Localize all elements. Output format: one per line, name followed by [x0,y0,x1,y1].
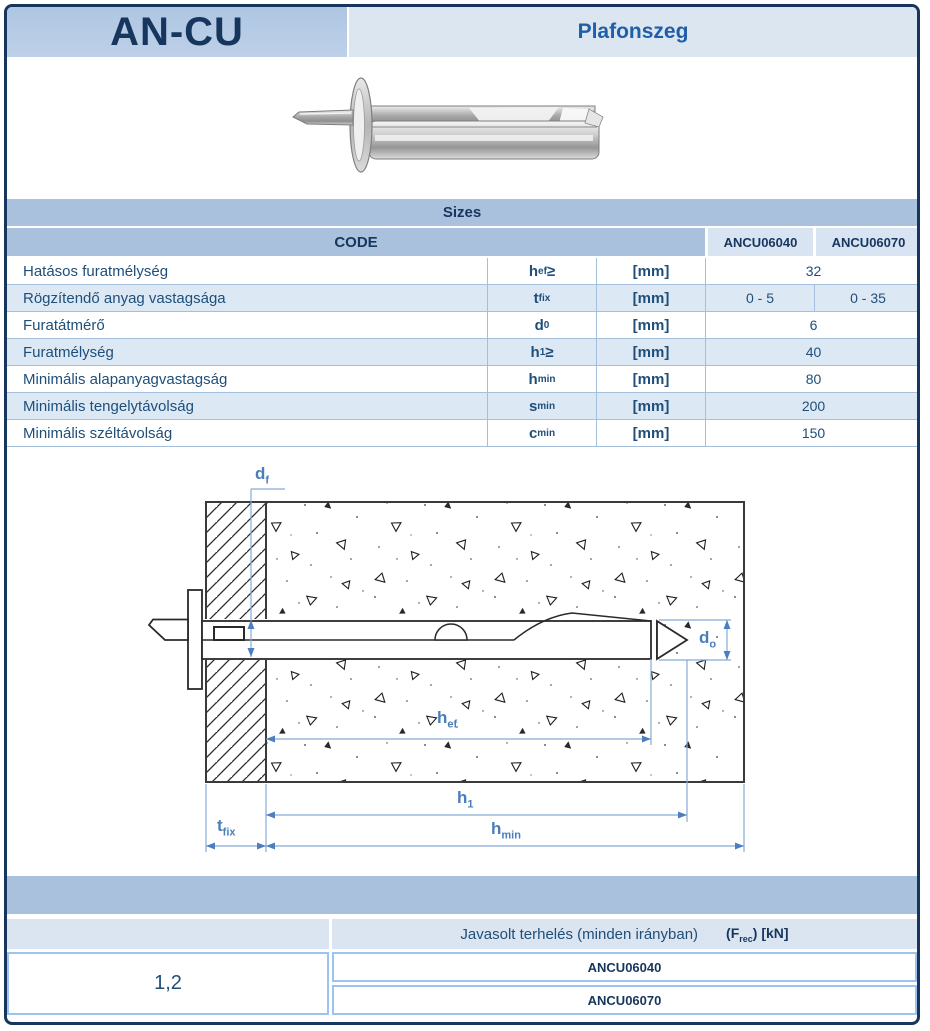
row-label: Furatmélység [23,343,114,361]
row-value: 80 [705,366,920,392]
table-row-tfix [7,285,917,312]
row-label: Rögzítendő anyag vastagsága [23,289,226,307]
table-row-d0 [7,312,917,339]
load-row-code-ancu06040: ANCU06040 [332,952,917,982]
anchor-clip [214,627,244,640]
code-header-label: CODE [334,233,378,251]
row-unit: [mm] [596,339,705,365]
product-name: Plafonszeg [577,20,689,43]
row-value: 200 [705,393,920,419]
column-header-ancu06070: ANCU06070 [813,228,920,256]
row-value: 6 [705,312,920,338]
dim-label-df: $d_f$ [255,464,270,487]
table-row-hmin [7,366,917,393]
row-unit: [mm] [596,312,705,338]
row-symbol: s min [487,393,596,419]
row-value: 150 [705,420,920,446]
dim-label-tfix: $t_{fix}$ [217,816,236,839]
header [7,7,917,57]
product-photo-area [7,57,917,197]
row-value-1: 0 - 5 [705,285,814,311]
row-symbol: h min [487,366,596,392]
sizes-table-body [7,258,917,447]
load-value: 1,2 [7,952,329,1015]
row-value: 32 [705,258,920,284]
row-label: Furatátmérő [23,316,105,334]
row-unit: [mm] [596,258,705,284]
sizes-section-header [7,197,917,228]
dim-label-hmin: $h_{min}$ [491,819,521,842]
load-table-header [332,919,917,949]
row-symbol: c min [487,420,596,446]
load-force-symbol: $(F_{rec})$ [kN] [726,924,789,944]
load-title: Javasolt terhelés (minden irányban) [460,925,699,943]
row-unit: [mm] [596,393,705,419]
dim-label-hef: $h_{ef}$ [437,708,458,731]
product-code-box [7,7,347,57]
row-symbol: d 0 [487,312,596,338]
anchor-head-plate [188,590,202,689]
load-table [7,919,917,1015]
product-code: AN-CU [110,9,244,54]
load-row-code-ancu06070: ANCU06070 [332,985,917,1015]
anchor-head-pin [149,620,188,641]
row-label: Minimális széltávolság [23,424,173,442]
code-header-row [7,228,917,258]
table-row-cmin [7,420,917,447]
row-label: Hatásos furatmélység [23,262,169,280]
row-symbol: t fix [487,285,596,311]
product-photo [7,57,920,197]
row-label: Minimális tengelytávolság [23,397,194,415]
table-row-h1 [7,339,917,366]
dim-label-h1: $h_1$ [457,788,474,811]
table-row-hef [7,258,917,285]
row-value: 40 [705,339,920,365]
column-header-ancu06040: ANCU06040 [705,228,813,256]
load-table-corner-cell [7,919,329,949]
row-symbol: h ef ≥ [487,258,596,284]
row-symbol: h 1 ≥ [487,339,596,365]
dim-label-do: $d_o$ [699,628,717,651]
sizes-title: Sizes [442,204,482,221]
separator-band [7,874,917,916]
installation-diagram [7,447,917,870]
page-frame [4,4,920,1025]
anchor-pin [293,110,353,125]
table-row-smin [7,393,917,420]
row-unit: [mm] [596,420,705,446]
row-value-2: 0 - 35 [814,285,920,311]
row-label: Minimális alapanyagvastagság [23,370,228,388]
product-name-box [347,7,917,57]
row-unit: [mm] [596,366,705,392]
row-unit: [mm] [596,285,705,311]
